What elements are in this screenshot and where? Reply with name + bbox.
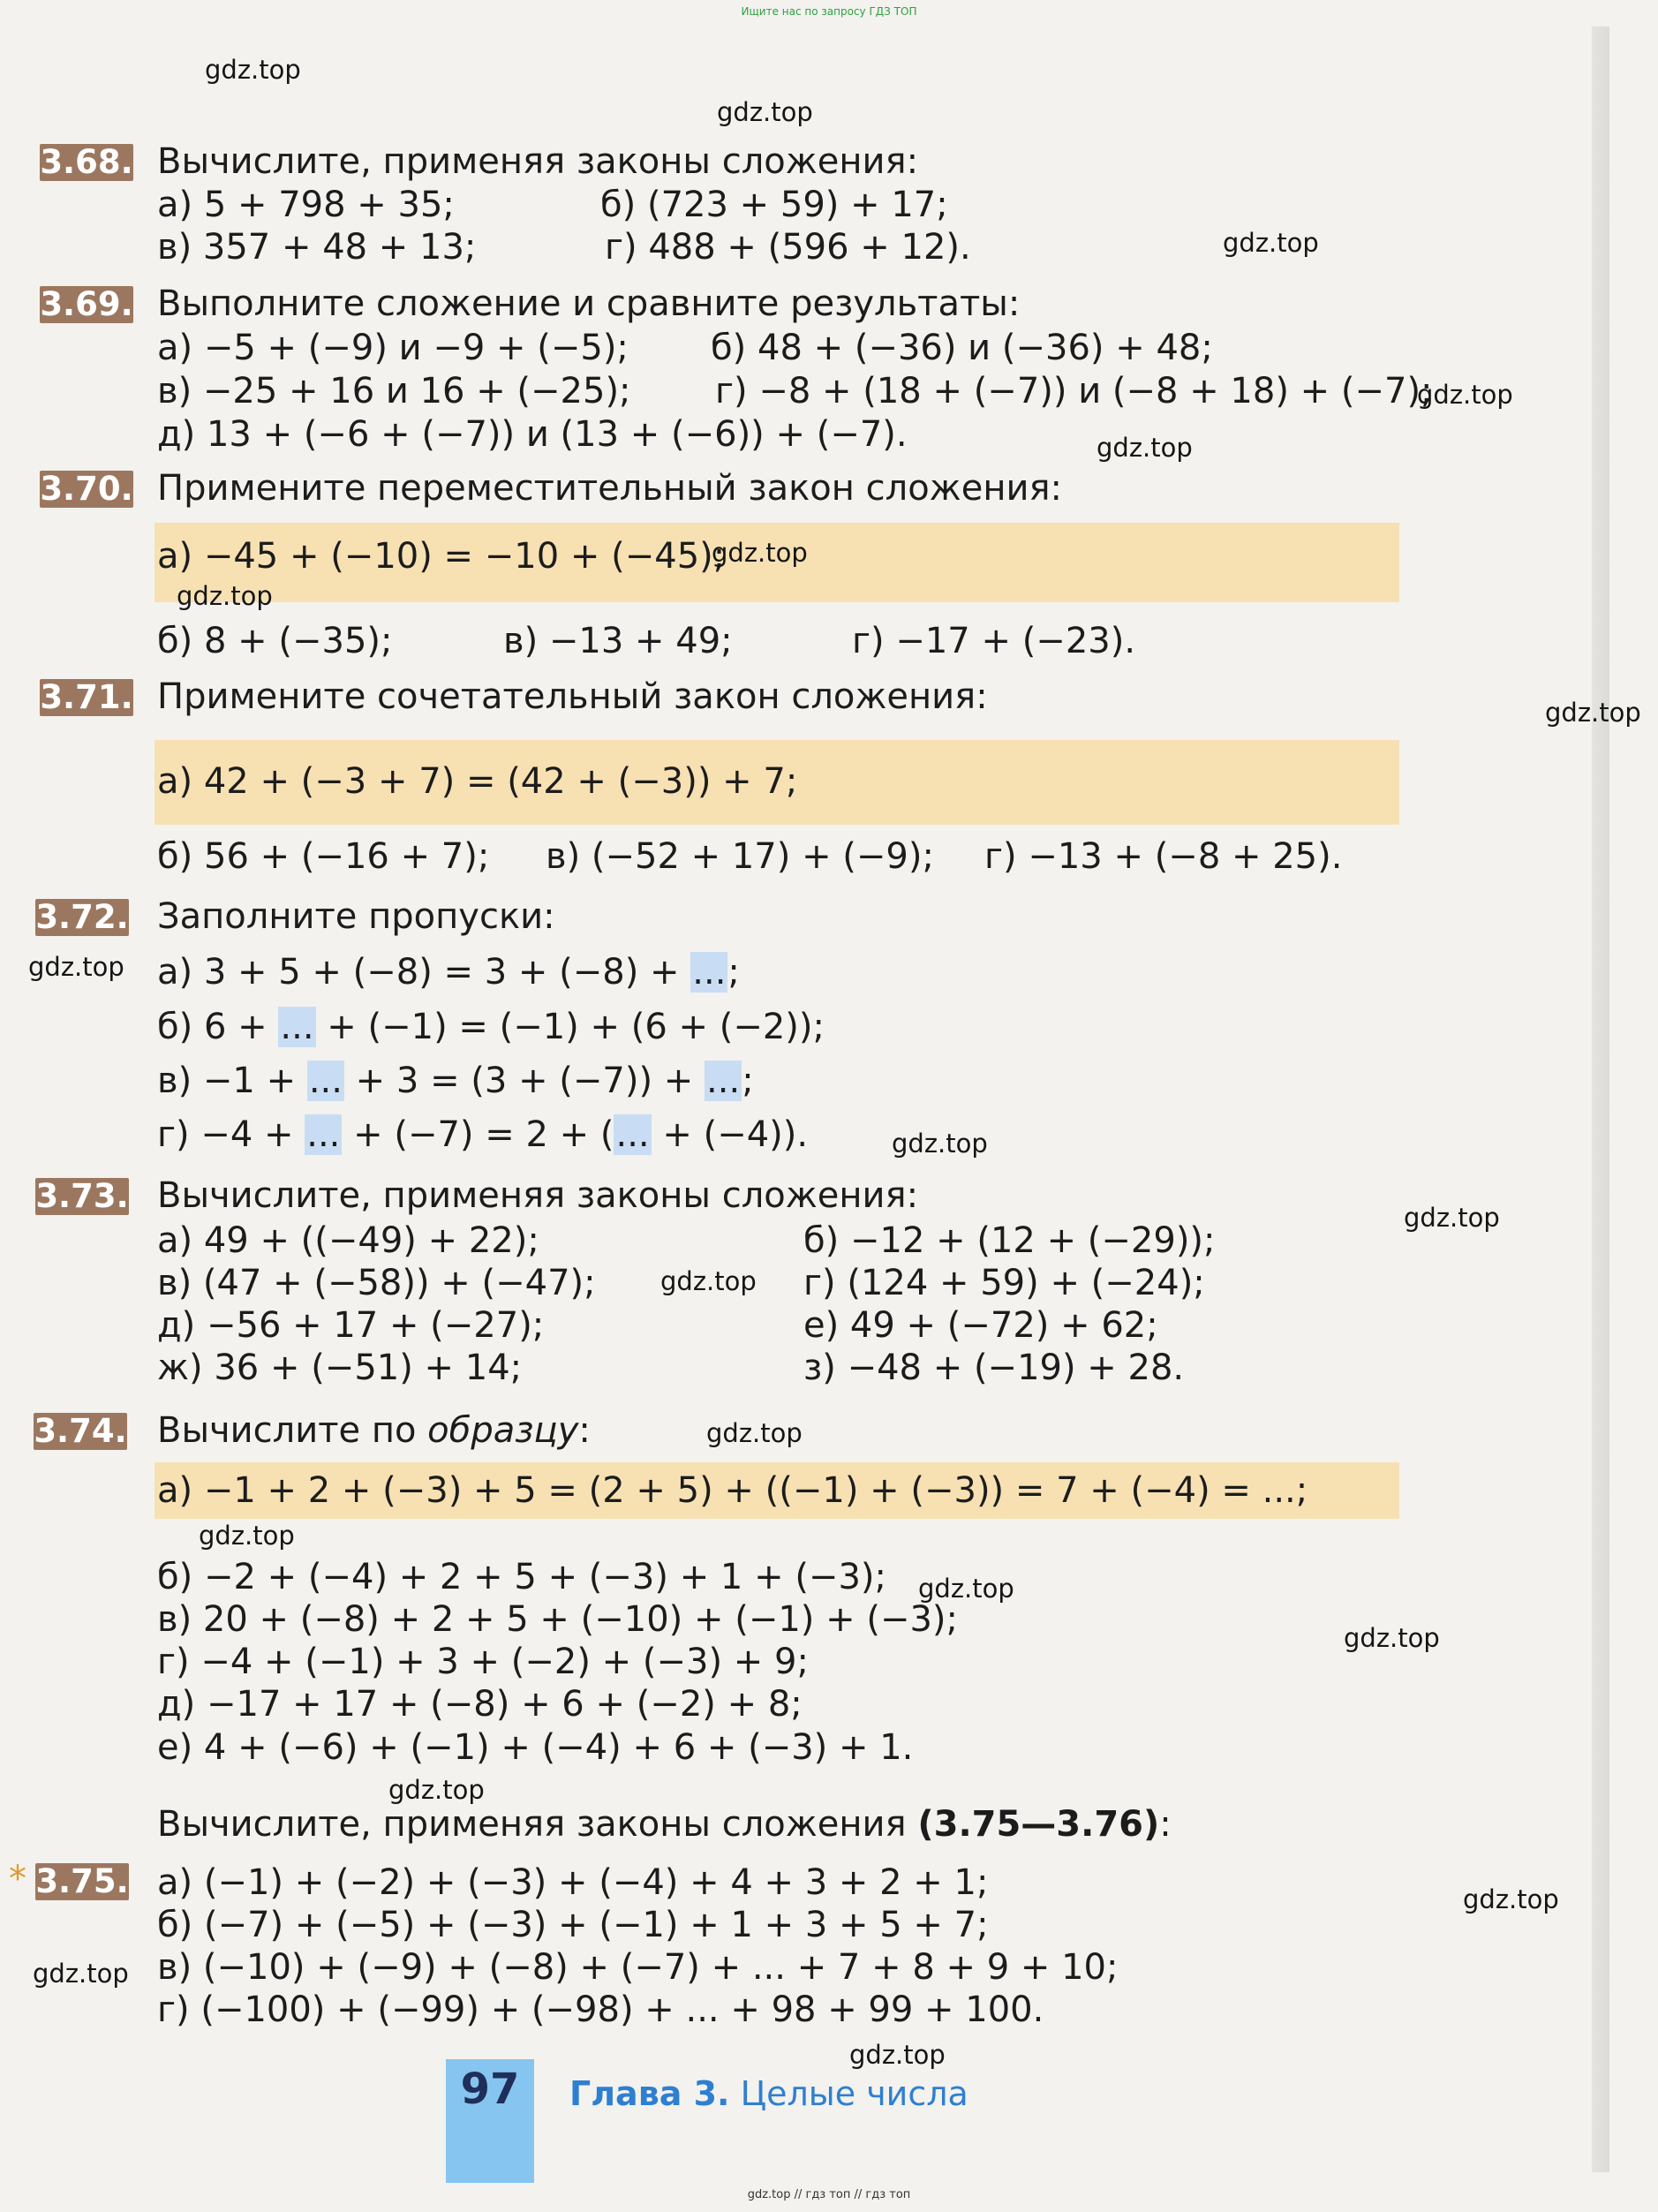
item-3-71-g: г) −13 + (−8 + 25). — [984, 836, 1343, 877]
watermark: gdz.top — [199, 1521, 295, 1551]
watermark: gdz.top — [205, 55, 301, 85]
watermark: gdz.top — [388, 1775, 485, 1805]
problem-number-3-69: 3.69. — [40, 285, 133, 323]
item-3-71-v: в) (−52 + 17) + (−9); — [546, 836, 934, 877]
top-banner: Ищите нас по запросу ГДЗ ТОП — [741, 5, 917, 18]
watermark: gdz.top — [1417, 380, 1513, 410]
item-3-71-a: а) 42 + (−3 + 7) = (42 + (−3)) + 7; — [157, 761, 798, 802]
item-3-75-b: б) (−7) + (−5) + (−3) + (−1) + 1 + 3 + 5 + 7; — [157, 1905, 989, 1945]
problem-title-3-74: Вычислите по образцу: — [157, 1410, 591, 1451]
item-3-74-v: в) 20 + (−8) + 2 + 5 + (−10) + (−1) + (−3); — [157, 1599, 958, 1640]
item-3-72-g: г) −4 + ... + (−7) = 2 + (... + (−4)). — [157, 1114, 809, 1155]
problem-number-3-72: 3.72. — [35, 898, 129, 936]
problem-title-3-70: Примените переместительный закон сложения: — [157, 468, 1062, 509]
problem-title-3-71: Примените сочетательный закон сложения: — [157, 676, 988, 717]
watermark: gdz.top — [177, 581, 273, 611]
item-3-69-g: г) −8 + (18 + (−7)) и (−8 + 18) + (−7); — [715, 371, 1433, 411]
item-3-70-b: б) 8 + (−35); — [157, 621, 393, 661]
watermark: gdz.top — [706, 1418, 803, 1448]
watermark: gdz.top — [918, 1574, 1014, 1604]
blank: ... — [615, 1114, 650, 1155]
problem-number-3-75: 3.75. — [35, 1862, 129, 1900]
problem-number-3-71: 3.71. — [40, 678, 133, 716]
problem-title-3-73: Вычислите, применяя законы сложения: — [157, 1175, 919, 1216]
watermark: gdz.top — [660, 1266, 757, 1296]
item-3-75-g: г) (−100) + (−99) + (−98) + ... + 98 + 99 + 100. — [157, 1989, 1044, 2030]
item-3-74-a: а) −1 + 2 + (−3) + 5 = (2 + 5) + ((−1) + (−3)) = 7 + (−4) = ...; — [157, 1470, 1308, 1511]
watermark: gdz.top — [892, 1129, 988, 1159]
item-3-69-v: в) −25 + 16 и 16 + (−25); — [157, 371, 631, 411]
group-title-3-75-3-76: Вычислите, применяя законы сложения (3.75—3.76): — [157, 1804, 1172, 1845]
item-3-68-b: б) (723 + 59) + 17; — [600, 185, 948, 225]
item-3-74-e: е) 4 + (−6) + (−1) + (−4) + 6 + (−3) + 1. — [157, 1727, 914, 1768]
watermark: gdz.top — [1097, 433, 1193, 463]
page-edge — [1592, 26, 1609, 2172]
item-3-74-d: д) −17 + 17 + (−8) + 6 + (−2) + 8; — [157, 1684, 803, 1725]
item-3-73-e: е) 49 + (−72) + 62; — [803, 1305, 1158, 1346]
watermark: gdz.top — [849, 2040, 946, 2070]
watermark: gdz.top — [1463, 1884, 1559, 1914]
item-3-73-v: в) (47 + (−58)) + (−47); — [157, 1263, 596, 1303]
item-3-73-zh: ж) 36 + (−51) + 14; — [157, 1348, 523, 1388]
blank: ... — [306, 1114, 341, 1155]
blank: ... — [706, 1061, 741, 1101]
problem-number-3-74: 3.74. — [34, 1412, 127, 1450]
item-3-68-g: г) 488 + (596 + 12). — [605, 227, 971, 268]
item-3-74-g: г) −4 + (−1) + 3 + (−2) + (−3) + 9; — [157, 1642, 809, 1682]
problem-number-3-68: 3.68. — [40, 143, 133, 181]
item-3-75-a: а) (−1) + (−2) + (−3) + (−4) + 4 + 3 + 2 + 1; — [157, 1862, 989, 1903]
bottom-banner: gdz.top // гдз топ // гдз топ — [747, 2188, 911, 2201]
item-3-72-a: а) 3 + 5 + (−8) = 3 + (−8) + ...; — [157, 952, 740, 993]
problem-title-3-68: Вычислите, применяя законы сложения: — [157, 141, 919, 182]
item-3-74-b: б) −2 + (−4) + 2 + 5 + (−3) + 1 + (−3); — [157, 1557, 886, 1597]
item-3-73-a: а) 49 + ((−49) + 22); — [157, 1220, 539, 1261]
watermark: gdz.top — [1404, 1203, 1500, 1233]
blank: ... — [692, 952, 727, 993]
blank: ... — [280, 1007, 314, 1047]
blank: ... — [308, 1061, 343, 1101]
watermark: gdz.top — [712, 538, 808, 568]
problem-title-3-72: Заполните пропуски: — [157, 896, 555, 937]
item-3-69-d: д) 13 + (−6 + (−7)) и (13 + (−6)) + (−7). — [157, 414, 908, 455]
watermark: gdz.top — [717, 97, 813, 127]
item-3-73-d: д) −56 + 17 + (−27); — [157, 1305, 545, 1346]
item-3-70-a: а) −45 + (−10) = −10 + (−45); — [157, 536, 726, 577]
item-3-73-b: б) −12 + (12 + (−29)); — [803, 1220, 1216, 1261]
watermark: gdz.top — [1223, 228, 1319, 258]
chapter-title: Глава 3. Целые числа — [569, 2074, 968, 2113]
item-3-73-g: г) (124 + 59) + (−24); — [803, 1263, 1205, 1303]
item-3-72-b: б) 6 + ... + (−1) = (−1) + (6 + (−2)); — [157, 1007, 825, 1047]
item-3-69-a: а) −5 + (−9) и −9 + (−5); — [157, 328, 629, 368]
item-3-72-v: в) −1 + ... + 3 = (3 + (−7)) + ...; — [157, 1061, 754, 1101]
problem-number-3-73: 3.73. — [35, 1177, 129, 1215]
star-icon: * — [9, 1859, 26, 1899]
item-3-68-v: в) 357 + 48 + 13; — [157, 227, 477, 268]
watermark: gdz.top — [28, 952, 124, 982]
page-number: 97 — [460, 2065, 520, 2114]
watermark: gdz.top — [1545, 698, 1641, 728]
item-3-70-g: г) −17 + (−23). — [852, 621, 1136, 661]
problem-title-3-69: Выполните сложение и сравните результаты: — [157, 283, 1021, 324]
problem-number-3-70: 3.70. — [40, 470, 133, 508]
item-3-73-z: з) −48 + (−19) + 28. — [803, 1348, 1185, 1388]
item-3-75-v: в) (−10) + (−9) + (−8) + (−7) + ... + 7 + 8 + 9 + 10; — [157, 1947, 1119, 1988]
watermark: gdz.top — [33, 1959, 129, 1989]
item-3-70-v: в) −13 + 49; — [503, 621, 733, 661]
watermark: gdz.top — [1344, 1623, 1440, 1653]
item-3-71-b: б) 56 + (−16 + 7); — [157, 836, 490, 877]
item-3-68-a: а) 5 + 798 + 35; — [157, 185, 455, 225]
item-3-69-b: б) 48 + (−36) и (−36) + 48; — [711, 328, 1213, 368]
